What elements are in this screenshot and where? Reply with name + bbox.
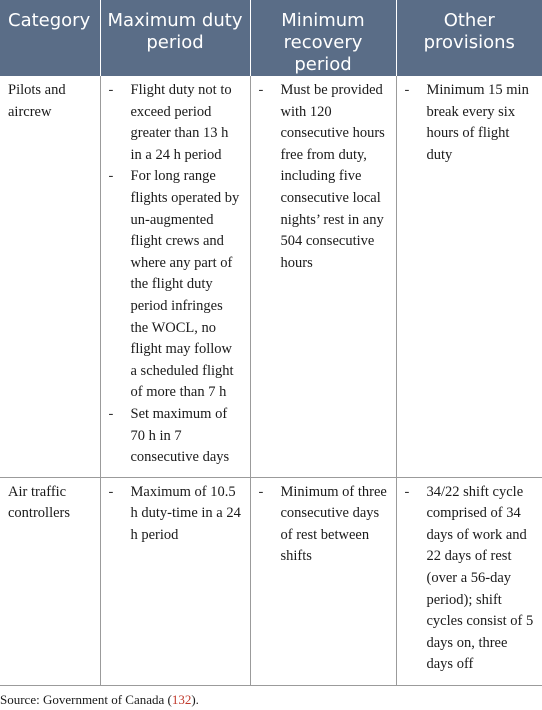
source-note xyxy=(0,692,199,708)
list-item: - Flight duty not to exceed period greater than 13 h in a 24 h period xyxy=(109,80,242,166)
other-provisions-cell xyxy=(396,477,542,685)
list-item: - Must be provided with 120 consecutive hours free from duty, including five consecutive local nights’ rest in any 504 consecutive hours xyxy=(259,80,388,274)
source-suffix: ). xyxy=(191,692,199,707)
min-recovery-cell xyxy=(250,76,396,477)
reference-link[interactable]: 132 xyxy=(171,692,192,707)
list-item: - 34/22 shift cycle comprised of 34 days of work and 22 days of rest (over a 56-day period); shift cycles consist of 5 days on, three days off xyxy=(405,482,535,676)
max-duty-cell xyxy=(100,477,250,685)
category-cell: Air traffic controllers xyxy=(8,483,71,522)
table-row xyxy=(0,477,542,685)
category-cell: Pilots and aircrew xyxy=(8,82,66,120)
other-provisions-cell xyxy=(396,76,542,477)
list-item: - Set maximum of 70 h in 7 consecutive days xyxy=(109,404,242,469)
header-other-provisions: Other provisions xyxy=(396,0,542,76)
table-row xyxy=(0,76,542,477)
header-max-duty: Maximum duty period xyxy=(100,0,250,76)
header-min-recovery: Minimum recovery period xyxy=(250,0,396,76)
source-text: Source: Government of Canada ( xyxy=(0,692,172,707)
header-row xyxy=(0,0,542,76)
min-recovery-cell xyxy=(250,477,396,685)
list-item: - Maximum of 10.5 h duty-time in a 24 h period xyxy=(109,482,242,547)
max-duty-cell xyxy=(100,76,250,477)
list-item: - Minimum 15 min break every six hours of flight duty xyxy=(405,80,535,166)
list-item: - Minimum of three consecutive days of rest between shifts xyxy=(259,482,388,568)
list-item: - For long range flights operated by un-augmented flight crews and where any part of the flight duty period infringes the WOCL, no flight may follow a scheduled flight of more than 7 h xyxy=(109,166,242,404)
header-category: Category xyxy=(0,0,100,76)
